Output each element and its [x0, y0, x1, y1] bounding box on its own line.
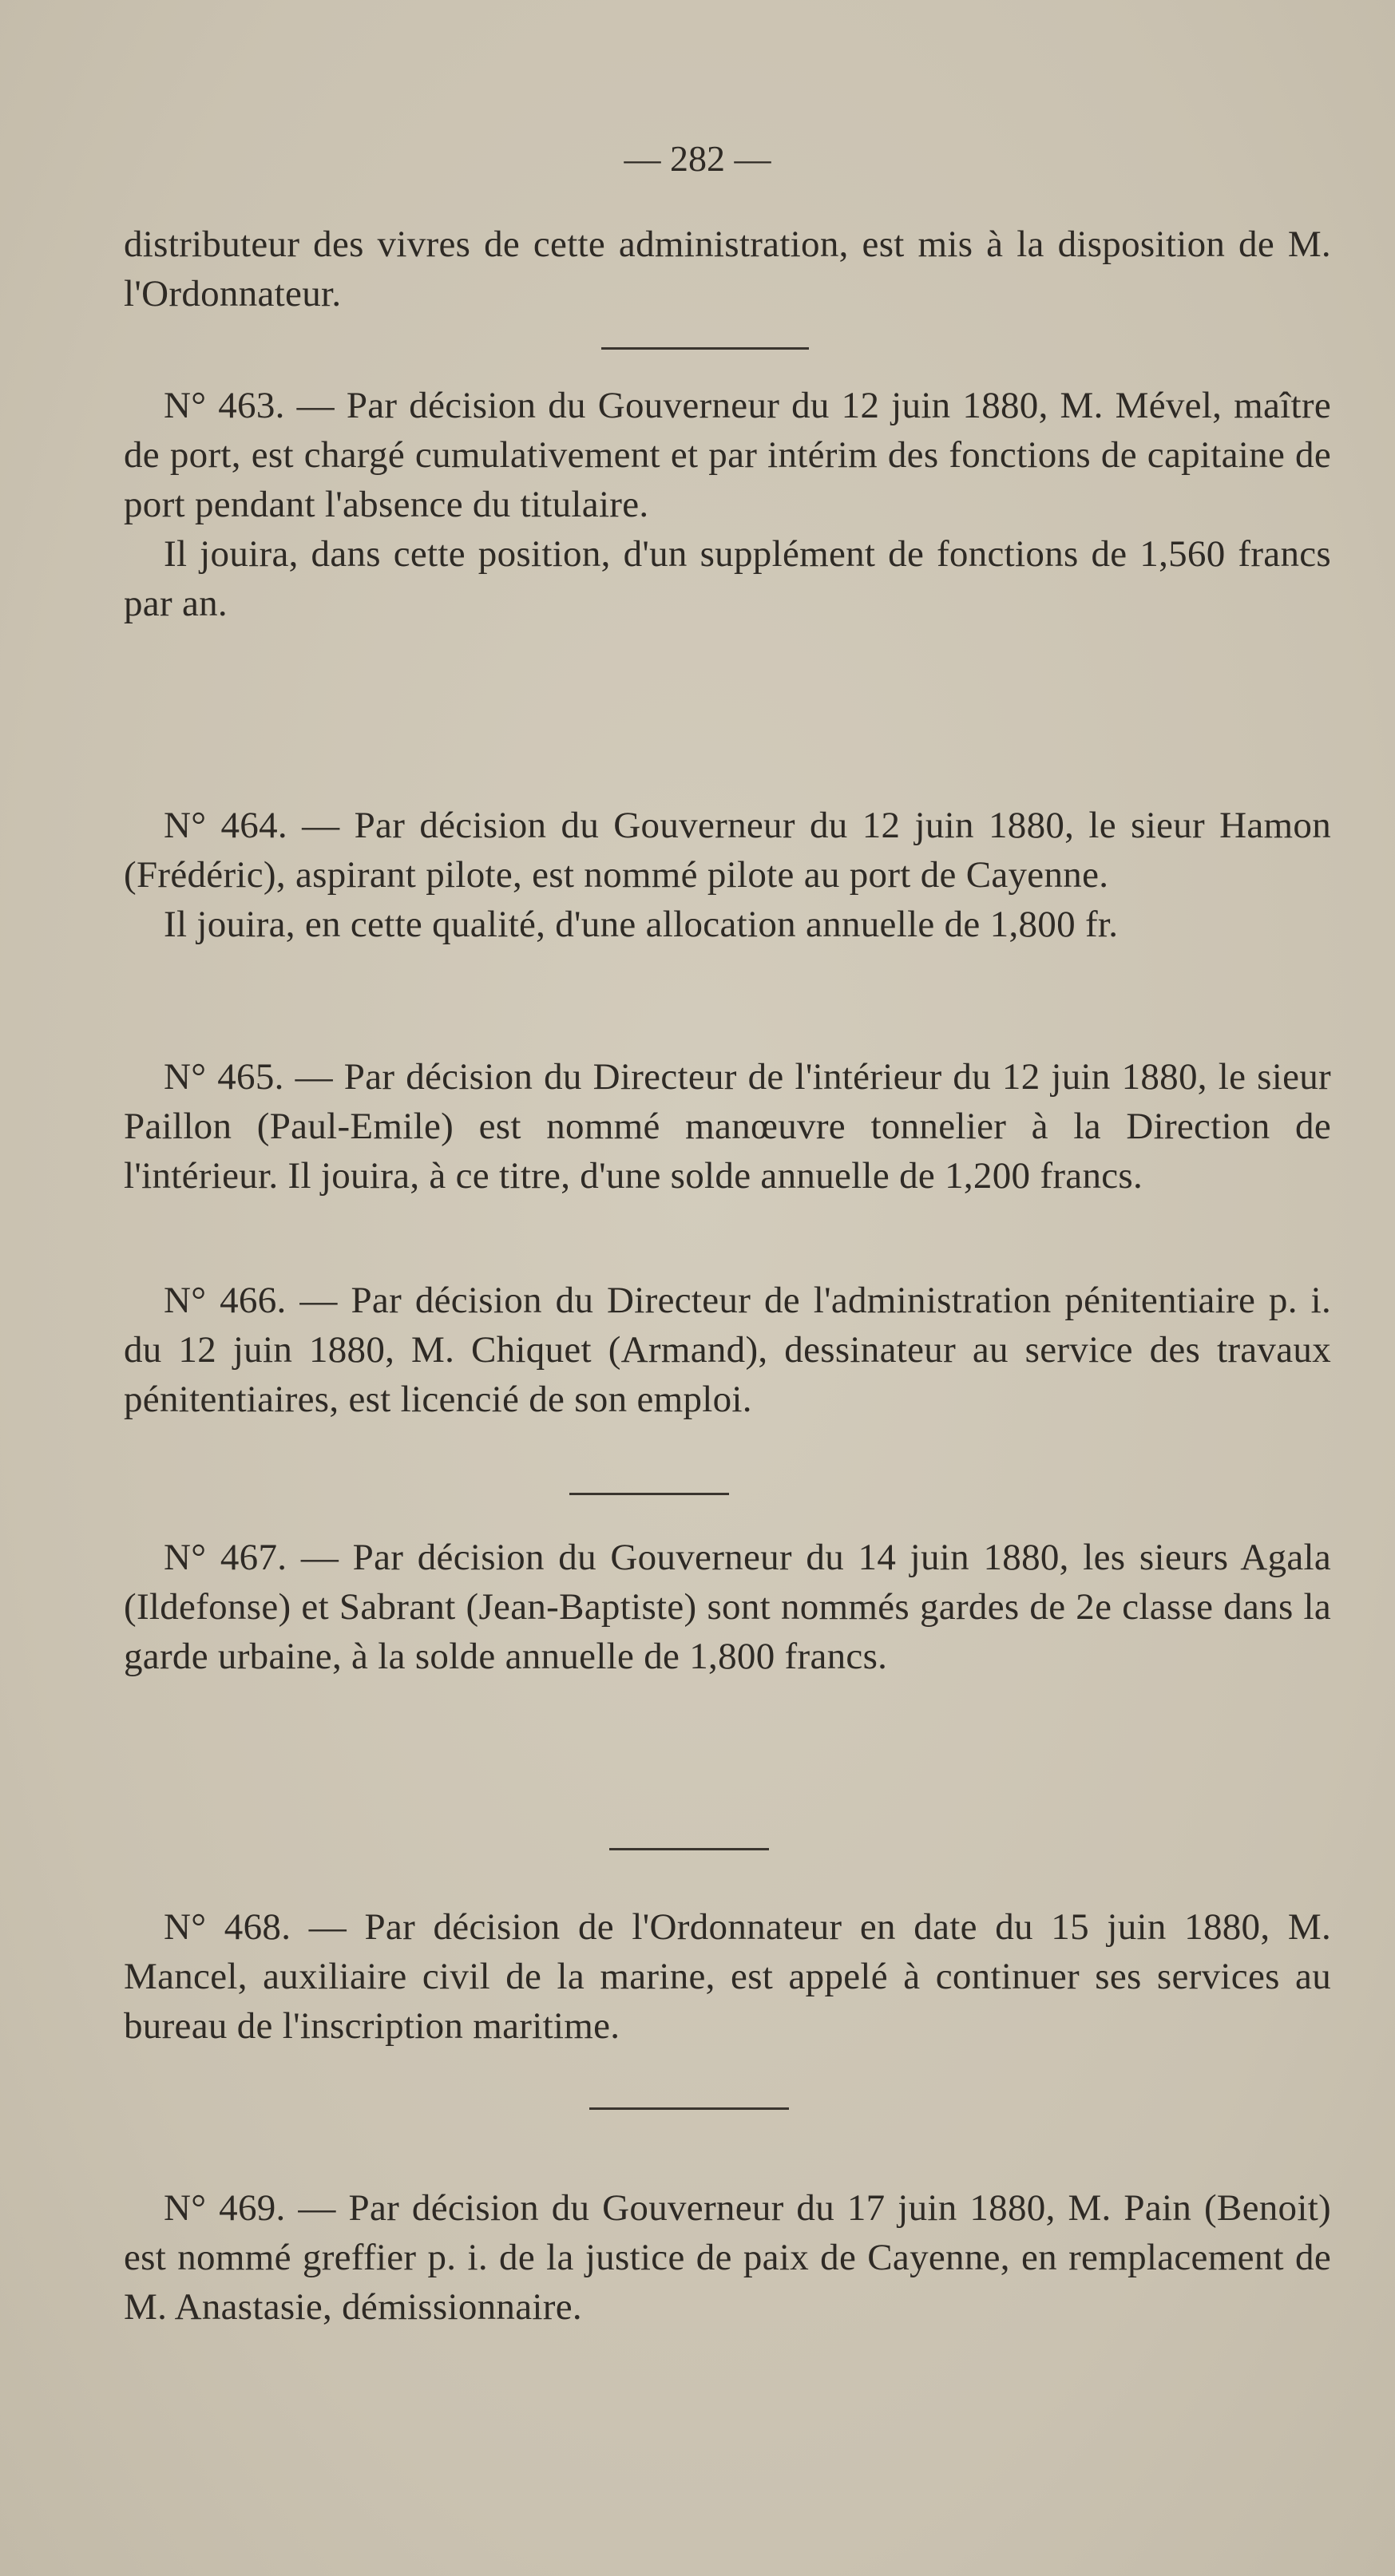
- paragraph: N° 467. — Par décision du Gouverneur du 14 juin 1880, les sieurs Agala (Ildefonse) et Sabrant (Jean-Baptiste) sont nommés gardes de 2e classe dans la garde urbaine, à la solde annuelle de 1,800 francs.: [124, 1537, 1331, 1677]
- separator-rule: [589, 2107, 789, 2110]
- entry-465: [124, 1052, 1331, 1201]
- separator-rule: [601, 347, 809, 350]
- paragraph: N° 469. — Par décision du Gouverneur du 17 juin 1880, M. Pain (Benoit) est nommé greffier p. i. de la justice de paix de Cayenne, en remplacement de M. Anastasie, démissionnaire.: [124, 2187, 1331, 2328]
- page-number: — 282 —: [624, 138, 771, 179]
- entry-468: [124, 1902, 1331, 2051]
- paragraph: N° 466. — Par décision du Directeur de l'administration pénitentiaire p. i. du 12 juin 1880, M. Chiquet (Armand), dessinateur au service des travaux pénitentiaires, est licencié de son emploi.: [124, 1280, 1331, 1420]
- separator-rule: [609, 1848, 769, 1850]
- paragraph: N° 468. — Par décision de l'Ordonnateur en date du 15 juin 1880, M. Mancel, auxiliaire civil de la marine, est appelé à continuer ses services au bureau de l'inscription maritime.: [124, 1906, 1331, 2047]
- entry-463: [124, 381, 1331, 628]
- paragraph: Il jouira, dans cette position, d'un supplément de fonctions de 1,560 francs par an.: [124, 533, 1331, 624]
- entry-467: [124, 1533, 1331, 1681]
- separator-rule: [569, 1493, 729, 1495]
- paragraph: N° 465. — Par décision du Directeur de l'intérieur du 12 juin 1880, le sieur Paillon (Paul-Emile) est nommé manœuvre tonnelier à la Direction de l'intérieur. Il jouira, à ce titre, d'une solde annuelle de 1,200 francs.: [124, 1056, 1331, 1197]
- continuation-paragraph: [124, 220, 1331, 319]
- entry-466: [124, 1276, 1331, 1424]
- entry-469: [124, 2183, 1331, 2332]
- paragraph: Il jouira, en cette qualité, d'une allocation annuelle de 1,800 fr.: [164, 904, 1119, 945]
- paragraph: N° 464. — Par décision du Gouverneur du 12 juin 1880, le sieur Hamon (Frédéric), aspirant pilote, est nommé pilote au port de Cayenne.: [124, 805, 1331, 896]
- entry-464: [124, 801, 1331, 949]
- paragraph: N° 463. — Par décision du Gouverneur du 12 juin 1880, M. Mével, maître de port, est chargé cumulativement et par intérim des fonctions de capitaine de port pendant l'absence du titulaire.: [124, 385, 1331, 525]
- paragraph: distributeur des vivres de cette administration, est mis à la disposition de M. l'Ordonnateur.: [124, 224, 1331, 315]
